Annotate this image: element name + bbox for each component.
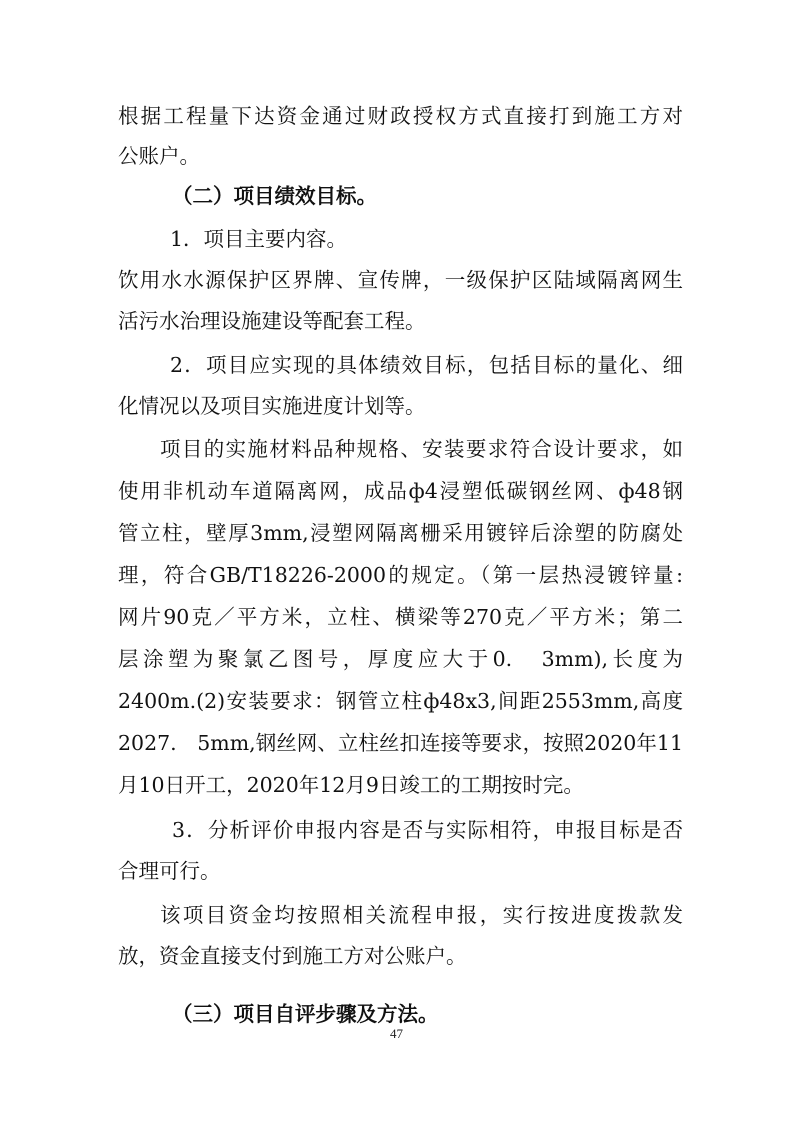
paragraph-line: 项目的实施材料品种规格、安装要求符合设计要求，如 bbox=[160, 437, 683, 461]
paragraph-line: 使用非机动车道隔离网，成品ф4浸塑低碳钢丝网、ф48钢 bbox=[118, 479, 683, 503]
paragraph-line: 该项目资金均按照相关流程申报，实行按进度拨款发 bbox=[160, 903, 683, 927]
paragraph-line: 活污水治理设施建设等配套工程。 bbox=[118, 309, 426, 333]
item-3-title-line: 合理可行。 bbox=[118, 859, 221, 883]
paragraph-line: 饮用水水源保护区界牌、宣传牌，一级保护区陆域隔离网生 bbox=[118, 268, 683, 292]
item-2-title-line: 化情况以及项目实施进度计划等。 bbox=[118, 394, 426, 418]
item-1-title: 1．项目主要内容。 bbox=[170, 227, 348, 251]
paragraph-line: 根据工程量下达资金通过财政授权方式直接打到施工方对 bbox=[118, 104, 683, 128]
paragraph-line: 公账户。 bbox=[118, 144, 200, 168]
page-number: 47 bbox=[390, 1026, 403, 1041]
paragraph-line: 理，符合GB/T18226-2000的规定。（第一层热浸镀锌量: bbox=[118, 563, 683, 587]
paragraph-line: 网片90克／平方米，立柱、横梁等270克／平方米；第二 bbox=[118, 605, 683, 629]
paragraph-line: 2400m.(2)安装要求：钢管立柱ф48x3,间距2553mm,高度 bbox=[118, 689, 683, 713]
paragraph-line: 层涂塑为聚氯乙图号，厚度应大于0. 3mm),长度为 bbox=[118, 647, 683, 671]
paragraph-line: 管立柱，壁厚3mm,浸塑网隔离栅采用镀锌后涂塑的防腐处 bbox=[118, 521, 683, 545]
item-3-title-line: 3．分析评价申报内容是否与实际相符，申报目标是否 bbox=[172, 818, 683, 842]
paragraph-line: 月10日开工，2020年12月9日竣工的工期按时完。 bbox=[118, 773, 584, 797]
item-2-title-line: 2．项目应实现的具体绩效目标，包括目标的量化、细 bbox=[170, 353, 683, 377]
section-heading-3: （三）项目自评步骤及方法。 bbox=[172, 1002, 439, 1026]
paragraph-line: 放，资金直接支付到施工方对公账户。 bbox=[118, 944, 467, 968]
section-heading-2: （二）项目绩效目标。 bbox=[172, 184, 377, 208]
paragraph-line: 2027. 5mm,钢丝网、立柱丝扣连接等要求，按照2020年11 bbox=[118, 731, 683, 755]
